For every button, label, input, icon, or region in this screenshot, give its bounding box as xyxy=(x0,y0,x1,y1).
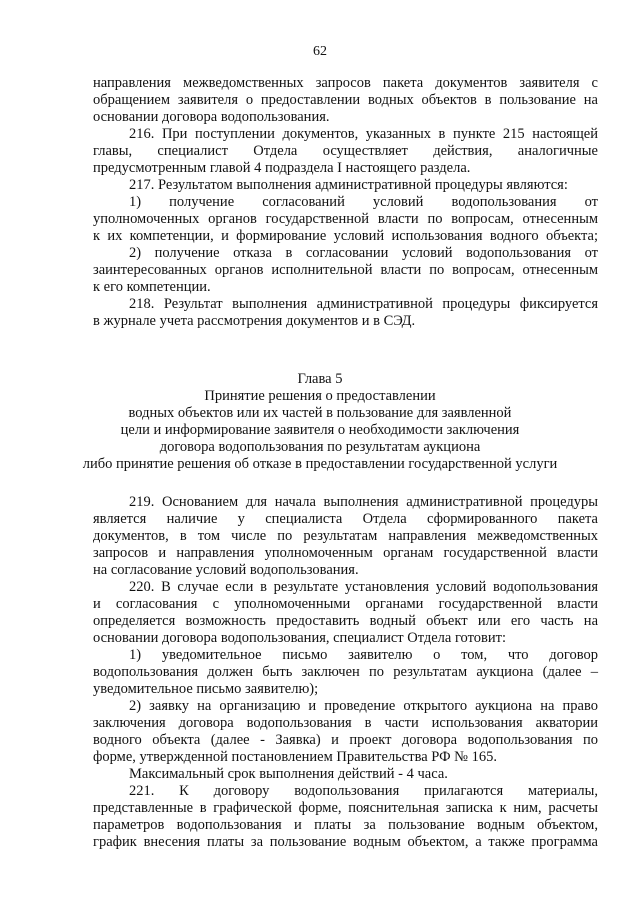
text-line: 219. Основанием для начала выполнения административной процедуры xyxy=(129,494,598,510)
body-text-upper xyxy=(93,75,598,330)
text-line: запросов и направления уполномоченным органам государственной власти xyxy=(93,545,598,561)
text-line: заключения договора водопользования в части использования акватории xyxy=(93,715,598,731)
chapter-heading xyxy=(0,371,640,473)
chapter-heading-line: договора водопользования по результатам аукциона xyxy=(159,439,481,455)
text-line: главы, специалист Отдела осуществляет действия, аналогичные xyxy=(93,143,598,159)
text-line: представленные в графической форме, пояснительная записка к ним, расчеты xyxy=(93,800,598,816)
text-line: параметров водопользования и платы за пользование водным объектом, xyxy=(93,817,598,833)
text-line: 1) получение согласований условий водопользования от xyxy=(129,194,598,210)
chapter-heading-line: водных объектов или их частей в пользование для заявленной xyxy=(128,405,512,421)
text-line: 2) получение отказа в согласовании условий водопользования от xyxy=(129,245,598,261)
text-line: 1) уведомительное письмо заявителю о том, что договор xyxy=(129,647,598,663)
text-line: основании договора водопользования. xyxy=(93,109,330,125)
text-line: 217. Результатом выполнения административной процедуры являются: xyxy=(129,177,568,193)
text-line: 2) заявку на организацию и проведение открытого аукциона на право xyxy=(129,698,598,714)
chapter-heading-line: цели и информирование заявителя о необходимости заключения xyxy=(120,422,520,438)
text-line: 216. При поступлении документов, указанных в пункте 215 настоящей xyxy=(129,126,598,142)
text-line: Максимальный срок выполнения действий - 4 часа. xyxy=(129,766,448,782)
page-number: 62 xyxy=(313,44,327,59)
text-line: в журнале учета рассмотрения документов и в СЭД. xyxy=(93,313,416,329)
text-line: 221. К договору водопользования прилагаются материалы, xyxy=(129,783,598,799)
text-line: форме, утвержденной постановлением Правительства РФ № 165. xyxy=(93,749,498,765)
text-line: график внесения платы за пользование водным объектом, а также программа xyxy=(93,834,598,850)
text-line: к их компетенции, и формирование условий использования водного объекта; xyxy=(93,228,598,244)
text-line: 220. В случае если в результате установления условий водопользования xyxy=(129,579,598,595)
text-line: уведомительное письмо заявителю); xyxy=(93,681,319,697)
chapter-heading-line: либо принятие решения об отказе в предоставлении государственной услуги xyxy=(82,456,558,472)
text-line: основании договора водопользования, специалист Отдела готовит: xyxy=(93,630,506,646)
text-line: обращением заявителя о предоставлении водных объектов в пользование на xyxy=(93,92,598,108)
text-line: предусмотренным главой 4 подраздела I настоящего раздела. xyxy=(93,160,471,176)
text-line: водного объекта (далее - Заявка) и проект договора водопользования по xyxy=(93,732,598,748)
text-line: документов, в том числе по результатам направления межведомственных xyxy=(93,528,598,544)
text-line: водопользования должен быть заключен по результатам аукциона (далее – xyxy=(93,664,598,680)
text-line: на согласование условий водопользования. xyxy=(93,562,359,578)
chapter-heading-line: Принятие решения о предоставлении xyxy=(204,388,436,404)
chapter-title: Глава 5 xyxy=(297,371,343,387)
text-line: является наличие у специалиста Отдела сформированного пакета xyxy=(93,511,598,527)
text-line: к его компетенции. xyxy=(93,279,211,295)
text-line: заинтересованных органов исполнительной власти по вопросам, отнесенным xyxy=(93,262,598,278)
body-text-lower xyxy=(93,494,598,851)
text-line: определяется возможность предоставить водный объект или его часть на xyxy=(93,613,598,629)
text-line: и согласования с уполномоченными органами государственной власти xyxy=(93,596,598,612)
text-line: направления межведомственных запросов пакета документов заявителя с xyxy=(93,75,598,91)
text-line: 218. Результат выполнения административной процедуры фиксируется xyxy=(129,296,598,312)
text-line: уполномоченных органов государственной власти по вопросам, отнесенным xyxy=(93,211,598,227)
